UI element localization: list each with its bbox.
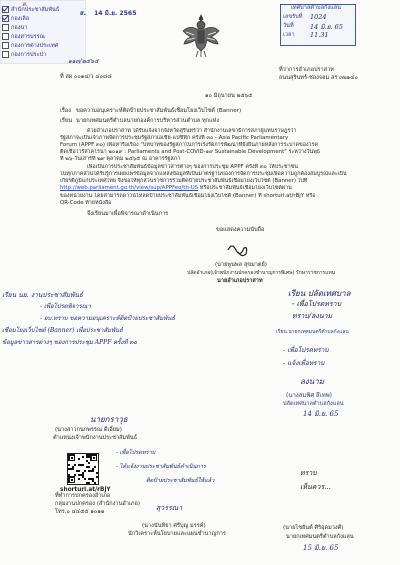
qr-module	[96, 476, 98, 478]
qr-module	[78, 458, 80, 460]
routing-option[interactable]	[2, 15, 29, 23]
qr-module	[74, 474, 76, 476]
qr-module	[88, 462, 90, 464]
routing-checkbox[interactable]	[2, 6, 9, 13]
body-line: รัฐสภาจะเป็นเจ้าภาพจัดการประชุมรัฐสภาเอเชีย-แปซิฟิก ครั้งที่ ๓๐ - Asia Pacific Parliamentary	[60, 135, 289, 141]
qr-finder-dot	[93, 457, 95, 459]
salutation-label: เรียน	[60, 118, 73, 124]
left-annotation-line: - อบ.ทราบ ขอความอนุเคราะห์ติดป้ายประชาสัมพันธ์	[40, 315, 175, 322]
routing-option-label: กองการต่างประเทศ	[11, 43, 59, 49]
body-line: ติดเชื้อไวรัสโคโรนา ๒๐๑๙ : Parliaments and Post-COVID-๑๙ Sustainable Development" ระหว่างวันพุธ	[60, 149, 321, 155]
body-link-rest: หรือประชาสัมพันธ์เชื่อมโยงเว็บไซต์ผ่าน	[198, 185, 292, 191]
qr-module	[78, 470, 80, 472]
receipt-row-value: 14 มิ.ย. 65	[310, 23, 343, 31]
routing-option[interactable]	[2, 42, 58, 50]
deputy-position: ปลัดเทศบาลตำบลกังแลน	[283, 401, 344, 407]
signer-position-1: ปลัดอำเภอ(เจ้าพนักงานปกครองชำนาญการพิเศษ) รักษาราชการแทน	[187, 270, 336, 276]
right-annotation-line: ทราบ/ลงนาม	[292, 312, 333, 320]
handwritten-ref: ๑๑๓/๒๕๖๕	[68, 58, 99, 65]
body-line: เพื่อเป็นการประชาสัมพันธ์ข้อมูลข่าวสารต่างๆ ของการประชุม APPF ครั้งที่ ๓๐ ให้ประชาชน	[87, 164, 298, 170]
signer-signature	[224, 240, 254, 260]
receipt-row-label: เวลา	[283, 32, 295, 38]
right-annotation-line: - เพื่อโปรดทราบ	[292, 300, 342, 308]
routing-option[interactable]	[2, 6, 59, 14]
routing-option[interactable]	[2, 24, 27, 32]
receipt-row-value: 11.31	[310, 31, 329, 39]
deputy-note-line: - แจ้งเพื่อทราบ	[283, 359, 325, 367]
routing-checkbox[interactable]	[2, 15, 9, 22]
mayor-name: (นายไชยันต์ ศิริอุดมวงศ์)	[283, 525, 344, 531]
mayor-position: นายกเทศมนตรีตำบลกังแลน	[286, 534, 354, 540]
qr-label: shorturl.at/rBjY	[60, 487, 111, 493]
salutation-text: นายกเทศมนตรีตำบลนายกองค์การบริหารส่วนตำบล ทุกแห่ง	[76, 118, 220, 124]
body-line: Forum (APPF ๓๐) เพื่อหารือเรื่อง "บทบาทของรัฐสภาในการเร่งรัดการพัฒนาที่ยั่งยืนภายหลังการระบาดของโรค	[60, 142, 319, 148]
top-left-code: ส.	[22, 1, 28, 8]
routing-checkbox[interactable]	[2, 33, 9, 40]
body-line: QR-Code ท้ายหนังสือ	[60, 200, 112, 206]
receipt-row-value: 1024	[310, 13, 327, 21]
qr-module	[68, 474, 70, 476]
body-line: ที่ ๒๖-วันเสาร์ที่ ๒๙ ตุลาคม ๒๕๖๕ ณ อาคารรัฐสภา	[60, 156, 181, 162]
qr-module	[82, 464, 84, 466]
routing-option-label: กองเลิอ	[11, 16, 30, 22]
left-annotation-name: (นางสาวกนกพรรณ ดีเอี่ยม)	[55, 427, 122, 433]
qr-module	[84, 478, 86, 480]
signer-name: (นายพูนพล สุขมาตย์)	[215, 262, 267, 268]
deputy-signature: ลงนาม	[300, 377, 325, 386]
officer-signature: สุวรรณา	[156, 504, 183, 512]
body-link-line	[60, 185, 360, 192]
left-annotation-position: ตำแหน่งเจ้าพนักงานประชาสัมพันธ์	[53, 435, 138, 441]
sender-line-1: ที่ว่าการอำเภอปราสาท	[279, 67, 334, 73]
routing-option-label: กองสารบรรณ	[11, 34, 45, 40]
routing-option-label: สำนักประชาสัมพันธ์	[11, 7, 60, 13]
left-annotation-line: เรียน นย. งานประชาสัมพันธ์	[2, 291, 83, 299]
sender-line-2: ถนนสุรินทร์-ช่องจอม สร ๓๒๑๔๐	[279, 75, 358, 81]
routing-option-label: กองนา	[11, 25, 28, 31]
routing-option-label: กองการประปา	[11, 52, 47, 58]
qr-module	[88, 482, 90, 484]
qr-module	[74, 464, 76, 466]
subject-label: เรื่อง	[60, 108, 72, 114]
contact-line-2: กลุ่มงานปกครอง (สำนักงานอำเภอ)	[55, 501, 141, 507]
left-annotation-line: - เพื่อโปรดพิจารณา	[40, 303, 91, 310]
routing-checkbox[interactable]	[2, 42, 9, 49]
qr-finder-dot	[71, 457, 73, 459]
qr-module	[68, 464, 70, 466]
mayor-note-line: เห็นควร...	[300, 483, 331, 491]
left-annotation-signature: นายกราวุธ	[90, 415, 128, 424]
mayor-note-line: ทราบ	[300, 469, 317, 477]
qr-module	[82, 456, 84, 458]
date-stamp-prefix: ส.	[80, 10, 86, 17]
document-number: ที่ สผ ๐๐๑๔/ว ๔๐๘๘	[60, 74, 112, 80]
qr-module	[88, 456, 90, 458]
deputy-name: (นางสมพิศ สีเทพ)	[286, 392, 332, 399]
mayor-date: 15 มิ.ย. 65	[303, 544, 339, 552]
body-line: ในทุกภาคส่วนได้รับรู้การเผยแพร่ข้อมูลจากแหล่งข้อมูลที่เป็นมาตรฐานของการจัดการประชุมเพื่อความถูกต้องสมบูรณ์และเป็น	[60, 171, 347, 177]
deputy-greeting: เรียน นายกเทศมนตรีตำบลกังแลน	[276, 329, 349, 335]
contact-phone: โทร.๐ ๔๔๕๕ ๑๐๑๑	[55, 509, 105, 515]
qr-code[interactable]	[67, 453, 99, 485]
receipt-stamp-title: เทศบาลตำบลกังแลน	[291, 5, 341, 11]
qr-finder-dot	[71, 479, 73, 481]
receipt-row-label: เลขรับที่	[283, 14, 303, 20]
officer-note-line: - ได้แจ้งงานประชาสัมพันธ์ดำเนินการ	[116, 464, 206, 470]
body-line: ด้วยอำเภอปราสาท ได้รับแจ้งจากจังหวัดสุรินทร์ว่า สำนักงานเลขาธิการสภาผู้แทนราษฎรว่า	[87, 128, 297, 134]
qr-module	[78, 478, 80, 480]
qr-module	[72, 468, 74, 470]
deputy-note-line: - เพื่อโปรดทราบ	[283, 346, 329, 354]
qr-module	[96, 472, 98, 474]
closing-regards: ขอแสดงความนับถือ	[216, 227, 265, 233]
body-line: ของหน่วยงาน โดยสามารถดาวน์โหลดป้ายประชาสัมพันธ์เชื่อมโยงเว็บไซต์ (Banner) ที่ shorturl.at/rBjY หรือ	[60, 193, 316, 199]
parliament-link[interactable]: http://web.parliament.go.th/view/sup/APPFeo/th-US	[60, 185, 199, 191]
receipt-row-label: วันที่	[283, 23, 294, 29]
routing-option[interactable]	[2, 51, 46, 59]
routing-option[interactable]	[2, 33, 45, 41]
routing-checkbox[interactable]	[2, 24, 9, 31]
officer-position: นักวิเคราะห์นโยบายและแผนชำนาญการ	[128, 531, 226, 537]
qr-module	[92, 470, 94, 472]
document-date: ๑๐ มิถุนายน ๒๕๖๕	[205, 93, 253, 99]
left-annotation-line: เชื่อมโยงเว็บไซต์ (Banner) เพื่อประชาสัมพันธ์	[2, 327, 123, 334]
left-annotation-line: ข้อมูลข่าวสารต่างๆ ของการประชุม APPF ครั้งที่ ๓๐	[2, 339, 138, 346]
qr-module	[94, 482, 96, 484]
right-annotation-line: เรียน ปลัดเทศบาล	[288, 289, 351, 298]
date-stamp: 14 มิ.ย. 2565	[94, 10, 137, 17]
qr-module	[84, 470, 86, 472]
closing-request: จึงเรียนมาเพื่อพิจารณาดำเนินการ	[87, 211, 169, 217]
officer-note-line: ติดป้ายประชาสัมพันธ์ให้แล้ว	[146, 478, 215, 484]
officer-name: (นางนันทิยา ศรีบุญ มรรค์)	[142, 523, 206, 529]
contact-line-1: ที่ทำการปกครองอำเภอ	[55, 493, 111, 499]
body-line: เกียรติภูมิแก่ประเทศไทย จึงขอให้ทุกส่วนราชการร่วมติดป้ายประชาสัมพันธ์เชื่อมโยงเว็บไซต์ (Banner) ไปที่	[60, 178, 308, 184]
subject-text: ขอความอนุเคราะห์ติดป้ายประชาสัมพันธ์เชื่อมโยงเว็บไซต์ (Banner)	[76, 108, 242, 114]
qr-module	[94, 466, 96, 468]
garuda-emblem	[181, 13, 221, 59]
signer-position-2: นายอำเภอปราสาท	[217, 278, 263, 284]
qr-module	[88, 466, 90, 468]
routing-checkbox[interactable]	[2, 51, 9, 58]
deputy-date: 14 มิ.ย. 65	[303, 410, 339, 418]
officer-note-line: - เพื่อโปรดทราบ	[116, 450, 156, 456]
